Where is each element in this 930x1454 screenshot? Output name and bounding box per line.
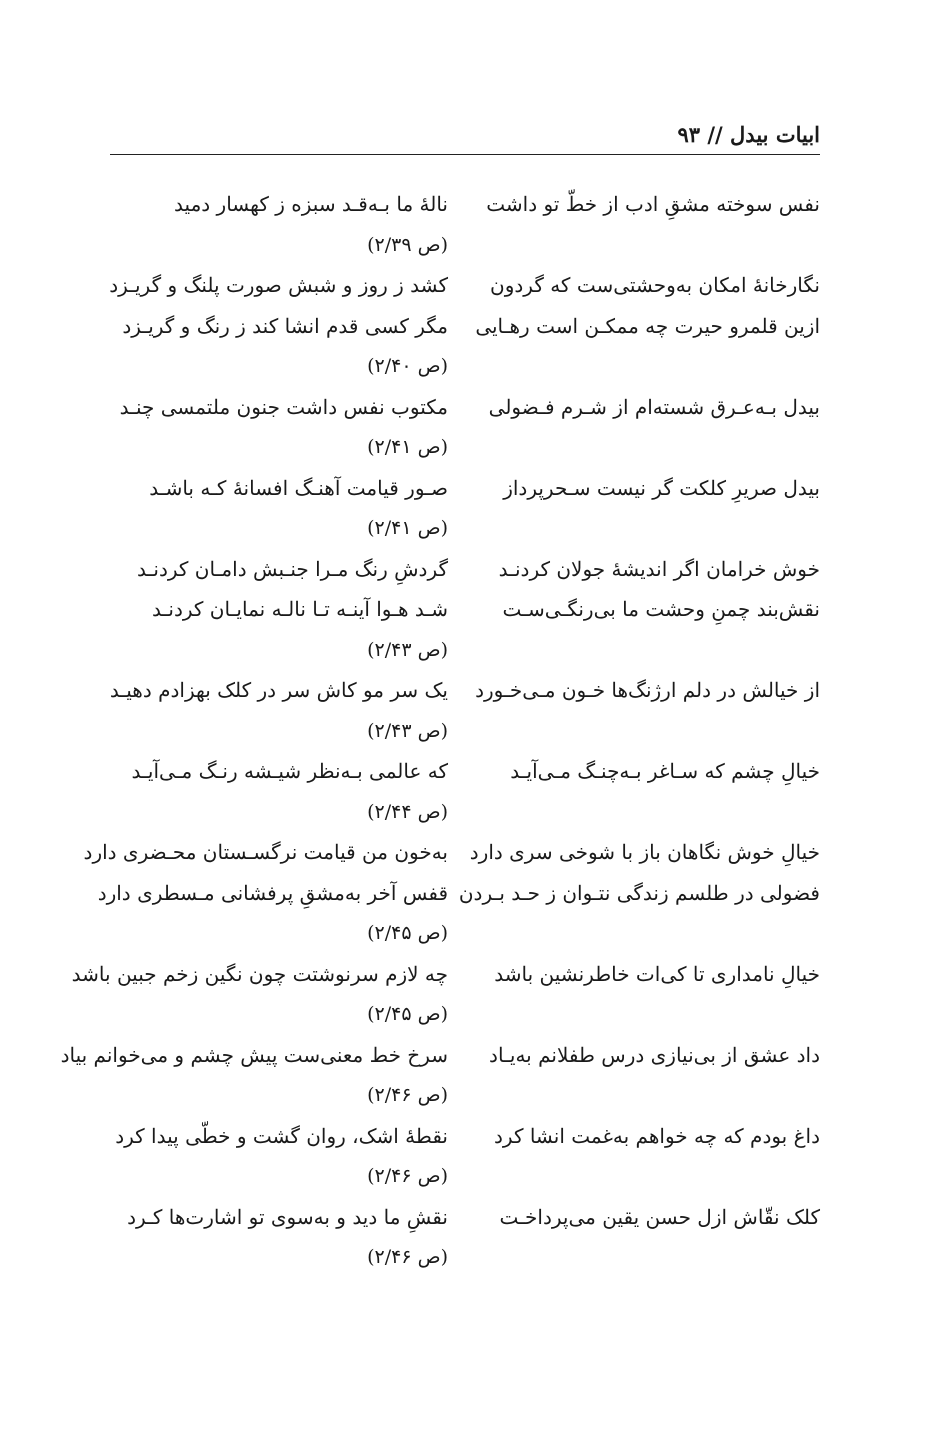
first-hemistich: از خیالش در دلم ارژنگ‌ها خـون مـی‌خـورد (475, 678, 820, 702)
second-hemistich: چه لازم سرنوشتت چون نگین زخم جبین باشد (71, 961, 448, 986)
page-reference: (ص ۲/۴۳) (367, 638, 448, 661)
second-hemistich: مکتوب نفس داشت جنون ملتمسی چنـد (119, 394, 448, 419)
verse-row (110, 751, 820, 792)
page-reference-row (110, 508, 820, 549)
verse-row (110, 1197, 820, 1238)
verse-row (110, 549, 820, 590)
verse-row (110, 306, 820, 347)
verse-row (110, 589, 820, 630)
page-reference: (ص ۲/۴۶) (367, 1165, 448, 1187)
running-header (110, 118, 820, 155)
page-reference-row (110, 994, 820, 1035)
second-hemistich: صـور قیامت آهنـگ افسانۀ کـه باشـد (149, 475, 448, 500)
first-hemistich: بیدل بـه‌عـرق شسته‌ام از شـرم فـضولی (488, 394, 820, 419)
verse-row (110, 265, 820, 306)
page-reference: (ص ۲/۴۳) (367, 719, 448, 742)
page-reference-row (110, 630, 820, 671)
second-hemistich: که عالمی بـه‌نظر شیـشه رنـگ مـی‌آیـد (131, 759, 448, 783)
page-reference-row (110, 711, 820, 752)
page-reference-row (110, 1156, 820, 1197)
page-reference: (ص ۲/۴۵) (367, 1003, 448, 1025)
verse-row (110, 670, 820, 711)
verse-row (110, 184, 820, 225)
second-hemistich: یک سر مو کاش سر در کلک بهزادم دهیـد (109, 678, 448, 702)
second-hemistich: به‌خون من قیامت نرگسـستان محـضری دارد (83, 840, 448, 864)
verse-row (110, 387, 820, 428)
second-hemistich: مگر کسی قدم انشا کند ز رنگ و گریـزد (122, 313, 448, 338)
verse-row (83, 832, 820, 873)
first-hemistich: خیالِ نامداری تا کی‌ات خاطرنشین باشد (494, 961, 820, 986)
second-hemistich: نالۀ ما بـه‌قـد سبزه ز کهسار دمید (174, 192, 448, 216)
second-hemistich: قفس آخر به‌مشقِ پرفشانی مـسطری دارد (97, 880, 448, 905)
first-hemistich: نقش‌بند چمنِ وحشت ما بی‌رنگـی‌سـت (502, 597, 820, 621)
second-hemistich: گردشِ رنگ مـرا جنـبش دامـان کردنـد (137, 556, 448, 581)
second-hemistich: شـد هـوا آینـه تـا نالـه نمایـان کردنـد (152, 597, 448, 621)
second-hemistich: نقطۀ اشک، روان گشت و خطّی پیدا کرد (115, 1123, 448, 1148)
page-reference-row (110, 427, 820, 468)
page-reference: (ص ۲/۳۹) (367, 233, 448, 256)
page-reference: (ص ۲/۴۱) (367, 436, 448, 458)
page-reference: (ص ۲/۴۰) (367, 355, 448, 377)
page-reference: (ص ۲/۴۶) (367, 1246, 448, 1268)
page-reference-row (110, 1237, 820, 1278)
second-hemistich: نقشِ ما دید و به‌سوی تو اشارت‌ها کـرد (127, 1204, 448, 1229)
verse-row (110, 468, 820, 509)
first-hemistich: نفس سوخته مشقِ ادب از خطّ تو داشت (486, 192, 820, 216)
verses-body (60, 184, 820, 1278)
first-hemistich: کلک نقّاش ازل حسن یقین می‌پرداخـت (499, 1204, 820, 1229)
page-reference: (ص ۲/۴۵) (367, 922, 448, 944)
first-hemistich: داغ بودم که چه خواهم به‌غمت انشا کرد (494, 1123, 820, 1148)
first-hemistich: ازین قلمرو حیرت چه ممکـن است رهـایی (475, 313, 820, 338)
second-hemistich: سرخ خط معنی‌ست پیش چشم و می‌خوانم بیاد (60, 1042, 448, 1067)
page-reference-row (110, 1075, 820, 1116)
second-hemistich: کشد ز روز و شبش صورت پلنگ و گریـزد (109, 273, 448, 297)
page-reference-row (110, 792, 820, 833)
verse-row (110, 1116, 820, 1157)
verse-row (60, 1035, 820, 1076)
first-hemistich: نگارخانۀ امکان به‌وحشتی‌ست که گردون (490, 273, 820, 297)
page-reference: (ص ۲/۴۶) (367, 1084, 448, 1106)
first-hemistich: خوش خرامان اگر اندیشۀ جولان کردنـد (498, 556, 820, 581)
first-hemistich: داد عشق از بی‌نیازی درس طفلانم به‌یـاد (489, 1042, 820, 1067)
first-hemistich: خیالِ خوش نگاهان باز با شوخی سری دارد (469, 840, 820, 864)
first-hemistich: بیدل صریرِ کلکت گر نیست سـحرپرداز (503, 475, 820, 500)
header-title: ابیات بیدل // ۹۳ (677, 122, 820, 147)
first-hemistich: خیالِ چشم که سـاغر بـه‌چنـگ مـی‌آیـد (510, 759, 820, 783)
page-reference: (ص ۲/۴۴) (367, 800, 448, 823)
page-reference-row (110, 346, 820, 387)
verse-row (97, 873, 820, 914)
page-reference-row (110, 913, 820, 954)
page-reference: (ص ۲/۴۱) (367, 517, 448, 539)
first-hemistich: فضولی در طلسم زندگی نتـوان ز حـد بـردن (458, 880, 820, 905)
verse-row (71, 954, 820, 995)
page-reference-row (110, 225, 820, 266)
